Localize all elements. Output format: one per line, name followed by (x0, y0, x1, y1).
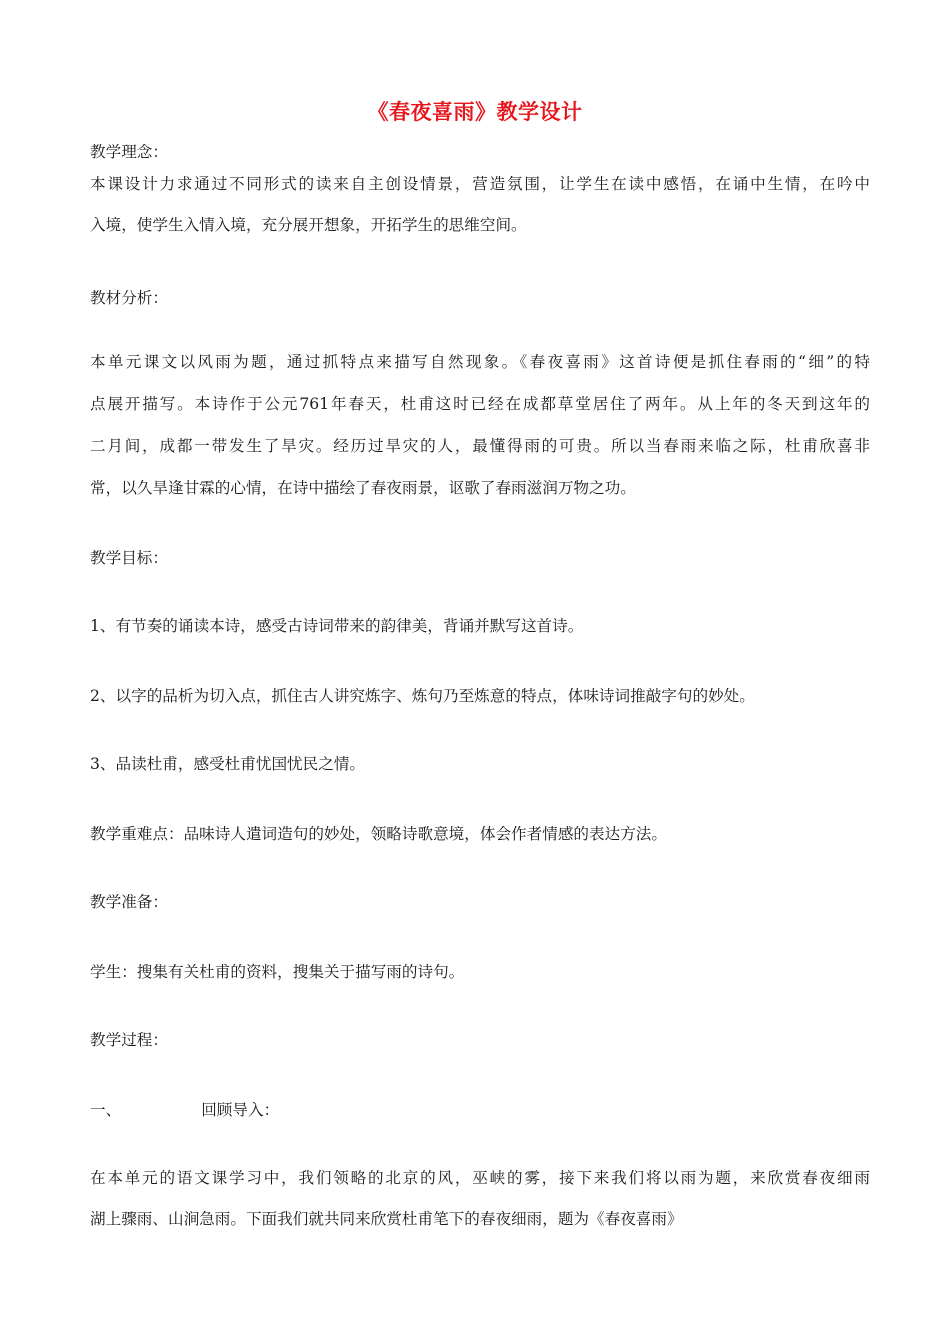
analysis-line-2: 点展开描写。本诗作于公元761年春天，杜甫这时已经在成都草堂居住了两年。从上年的冬天到这年的 (90, 395, 870, 413)
philosophy-line-2: 入境，使学生入情入境，充分展开想象，开拓学生的思维空间。 (90, 216, 527, 234)
prep-student: 学生：搜集有关杜甫的资料，搜集关于描写雨的诗句。 (90, 963, 465, 981)
goal-item-2: 2、以字的品析为切入点，抓住古人讲究炼字、炼句乃至炼意的特点，体味诗词推敲字句的妙处。 (90, 687, 755, 705)
intro-line-2: 湖上骤雨、山涧急雨。下面我们就共同来欣赏杜甫笔下的春夜细雨，题为《春夜喜雨》 (90, 1210, 683, 1228)
goal-item-3: 3、品读杜甫，感受杜甫忧国忧民之情。 (90, 755, 366, 773)
analysis-line-3: 二月间，成都一带发生了旱灾。经历过旱灾的人，最懂得雨的可贵。所以当春雨来临之际，杜甫欣喜非 (90, 437, 870, 455)
goals-heading: 教学目标： (90, 549, 168, 567)
step1-heading (90, 1099, 870, 1121)
analysis-heading: 教材分析： (90, 289, 168, 307)
analysis-line-1: 本单元课文以风雨为题，通过抓特点来描写自然现象。《春夜喜雨》这首诗便是抓住春雨的“细”的特 (90, 353, 870, 371)
philosophy-line-1: 本课设计力求通过不同形式的读来自主创设情景，营造氛围，让学生在读中感悟，在诵中生情，在吟中 (90, 175, 870, 193)
document-title: 《春夜喜雨》教学设计 (367, 99, 583, 124)
analysis-line-4: 常，以久旱逢甘霖的心情，在诗中描绘了春夜雨景，讴歌了春雨滋润万物之功。 (90, 479, 636, 497)
key-points: 教学重难点：品味诗人遣词造句的妙处，领略诗歌意境，体会作者情感的表达方法。 (90, 825, 667, 843)
prep-heading: 教学准备： (90, 893, 168, 911)
step1-title: 回顾导入： (201, 1101, 280, 1119)
intro-line-1: 在本单元的语文课学习中，我们领略的北京的风，巫峡的雾，接下来我们将以雨为题，来欣赏春夜细雨 (90, 1169, 870, 1187)
process-heading: 教学过程： (90, 1031, 168, 1049)
philosophy-heading: 教学理念： (90, 143, 168, 161)
goal-item-1: 1、有节奏的诵读本诗，感受古诗词带来的韵律美，背诵并默写这首诗。 (90, 617, 584, 635)
step1-number: 一、 (90, 1101, 122, 1119)
